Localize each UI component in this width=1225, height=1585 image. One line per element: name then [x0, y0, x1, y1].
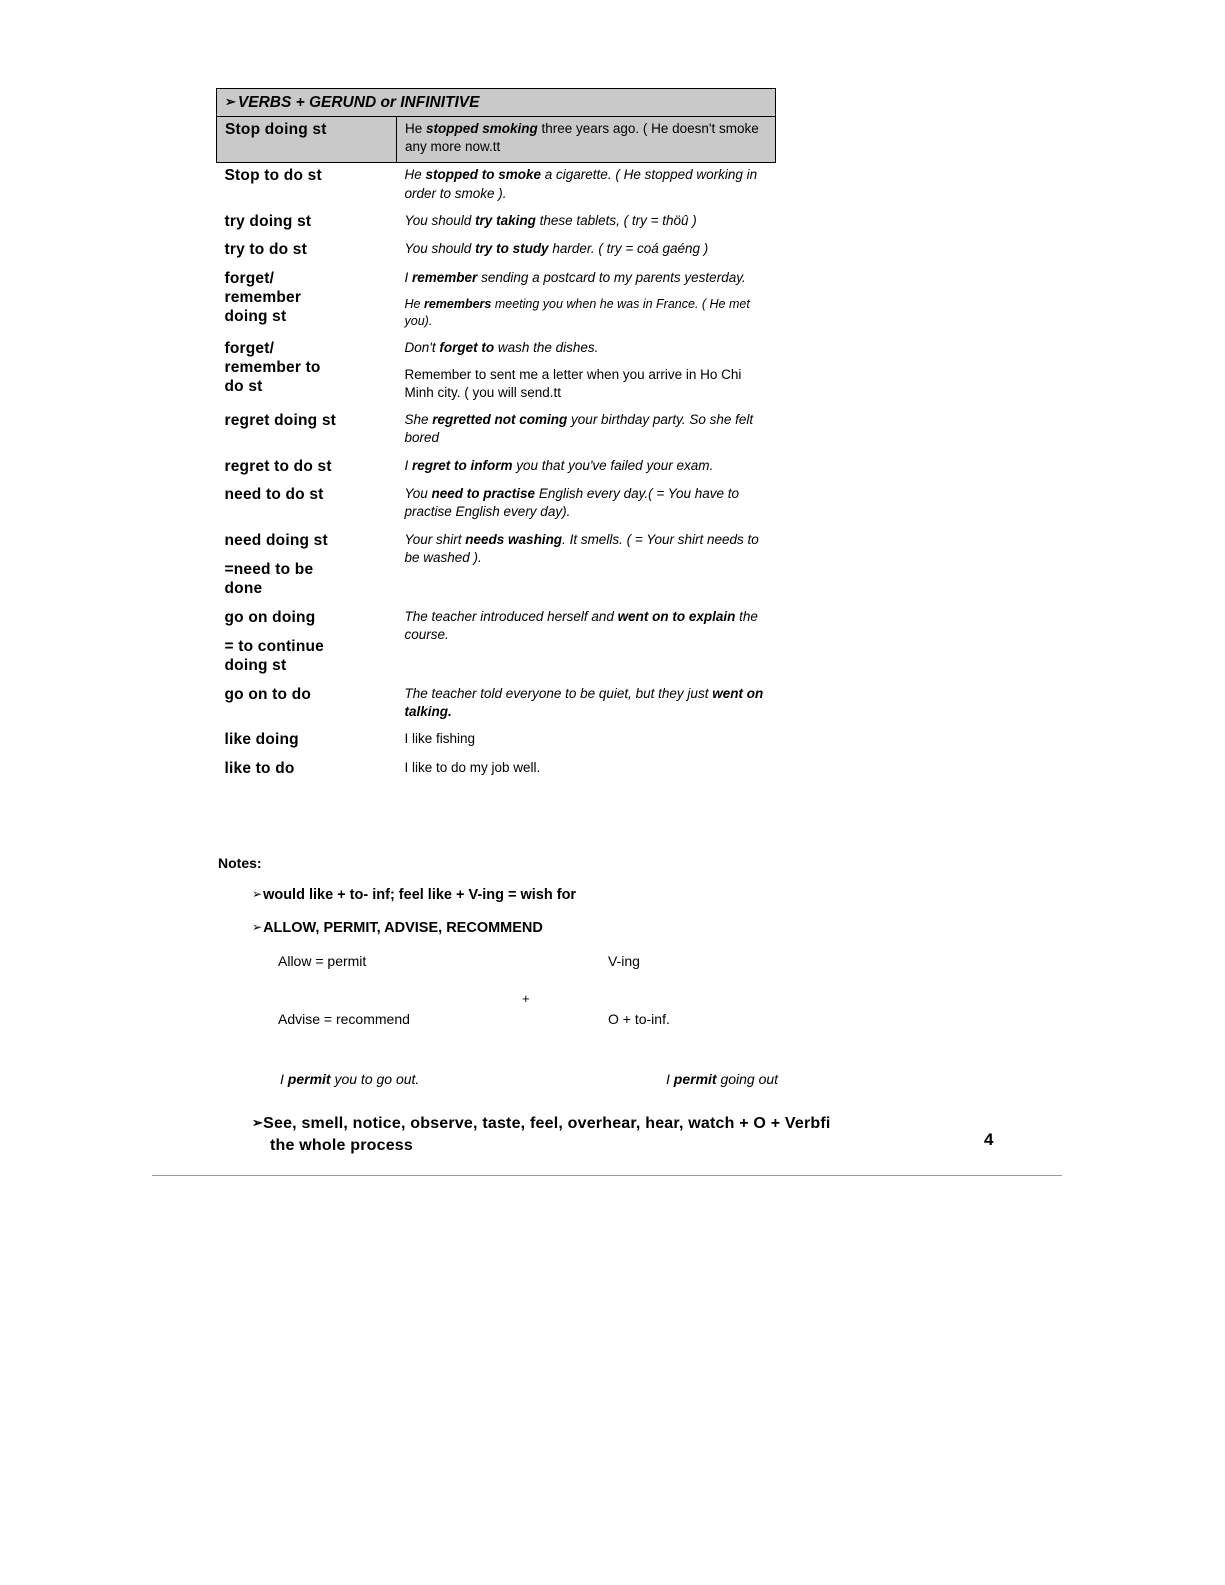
arrow-bullet-icon: ➢	[252, 920, 263, 934]
row-example: You should try to study harder. ( try = coá gaéng )	[404, 241, 709, 257]
table-row	[217, 336, 776, 409]
row-example: He stopped to smoke a cigarette. ( He stopped working in order to smoke ).	[404, 167, 758, 201]
table-header-row	[217, 89, 776, 117]
arrow-bullet-icon: ➢	[252, 887, 263, 901]
row-term: try doing st	[224, 212, 312, 230]
table-row	[217, 727, 776, 755]
plus-sign: +	[522, 991, 530, 1006]
row-term: like doing	[224, 731, 299, 749]
permit-example-left: I permit you to go out.	[280, 1071, 420, 1087]
row-example: She regretted not coming your birthday party. So she felt bored	[404, 412, 754, 446]
table-row	[217, 117, 776, 163]
row-example: The teacher introduced herself and went on to explain the course.	[404, 608, 758, 642]
row-term: go on to do	[224, 685, 312, 703]
note-text: ALLOW, PERMIT, ADVISE, RECOMMEND	[263, 920, 543, 936]
page-number: 4	[984, 1130, 994, 1149]
arrow-bullet-icon: ➢	[252, 1115, 264, 1130]
row-example: I remember sending a postcard to my parents yesterday. He remembers meeting you when he was in France. ( He met you).	[404, 269, 750, 328]
allow-equals-permit: Allow = permit	[278, 953, 367, 969]
notes-section	[218, 855, 1018, 1156]
note-allow-permit	[252, 920, 1018, 936]
row-example: He stopped smoking three years ago. ( He doesn't smoke any more now.tt	[397, 117, 776, 163]
row-term: regret to do st	[224, 457, 332, 475]
note-perception-verbs	[252, 1113, 1018, 1156]
table-row	[217, 756, 776, 784]
note-text: would like + to- inf; feel like + V-ing = wish for	[263, 887, 577, 903]
table-row	[217, 605, 776, 682]
table-row	[217, 528, 776, 605]
row-term: Stop to do st	[224, 167, 322, 185]
table-row	[217, 454, 776, 482]
object-to-inf-label: O + to-inf.	[608, 1011, 670, 1027]
table-row	[217, 163, 776, 209]
row-term: forget/ remember to do st	[224, 339, 321, 396]
table-row	[217, 482, 776, 527]
row-example: I like to do my job well.	[404, 759, 541, 775]
row-example: You should try taking these tablets, ( try = thöû )	[404, 212, 697, 228]
row-term: need doing st =need to be done	[224, 531, 328, 598]
arrow-bullet-icon: ➢	[225, 94, 236, 109]
row-example: I regret to inform you that you've failed your exam.	[404, 457, 714, 473]
note-text-line2: the whole process	[270, 1136, 413, 1154]
row-term: regret doing st	[224, 412, 337, 430]
row-example: I like fishing	[404, 731, 476, 747]
verbs-gerund-infinitive-table	[216, 88, 776, 784]
table-row	[217, 408, 776, 453]
row-example: Your shirt needs washing. It smells. ( = Your shirt needs to be washed ).	[404, 531, 759, 565]
row-term: need to do st	[224, 486, 324, 504]
note-text-line1: See, smell, notice, observe, taste, feel, overhear, hear, watch + O + Verbfi	[263, 1115, 831, 1132]
table-row	[217, 237, 776, 265]
row-example: Don't forget to wash the dishes. Remember to sent me a letter when you arrive in Ho Chi Minh city. ( you will send.tt	[404, 339, 742, 401]
row-example: The teacher told everyone to be quiet, but they just went on talking.	[404, 685, 764, 719]
footer-divider	[152, 1175, 1062, 1176]
row-term: forget/ remember doing st	[224, 269, 302, 326]
row-example: You need to practise English every day.( = You have to practise English every day).	[404, 486, 740, 520]
table-title: VERBS + GERUND or INFINITIVE	[237, 94, 480, 111]
row-term: like to do	[224, 759, 295, 777]
table-row	[217, 209, 776, 237]
row-term: Stop doing st	[217, 117, 397, 163]
notes-heading: Notes:	[218, 855, 262, 871]
row-term: try to do st	[224, 241, 307, 259]
advise-equals-recommend: Advise = recommend	[278, 1011, 410, 1027]
table-row	[217, 266, 776, 336]
table-title-cell	[217, 89, 776, 117]
permit-example-right: I permit going out	[666, 1071, 779, 1087]
note-would-like	[252, 887, 1018, 903]
allow-permit-grid	[278, 953, 1018, 1065]
permit-examples	[280, 1071, 1018, 1101]
v-ing-label: V-ing	[608, 953, 640, 969]
table-row	[217, 682, 776, 727]
row-term: go on doing = to continue doing st	[224, 608, 324, 675]
